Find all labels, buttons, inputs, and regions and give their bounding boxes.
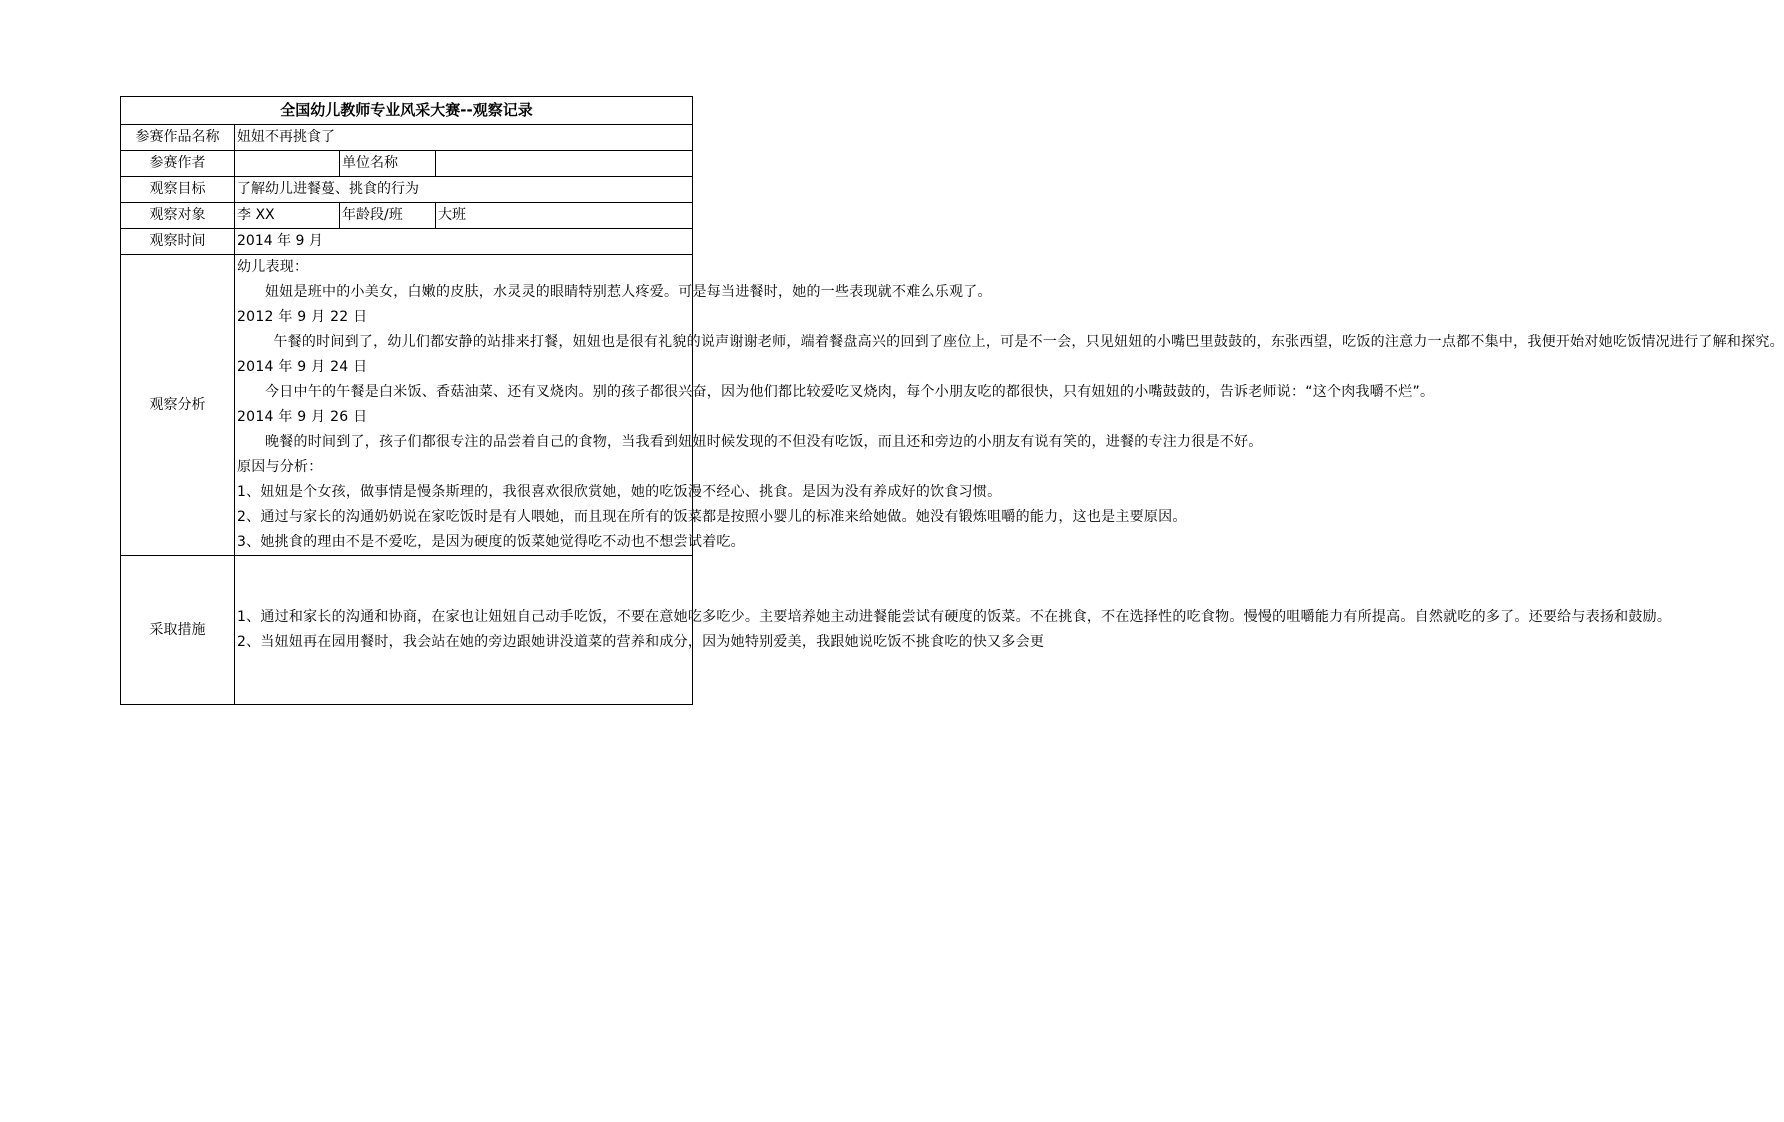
cause-heading: 原因与分析： [237, 459, 323, 475]
analysis-intro: 妞妞是班中的小美女，白嫩的皮肤，水灵灵的眼睛特别惹人疼爱。可是每当进餐时，她的一些表现就不难么乐观了。 [265, 284, 992, 300]
age-class-label: 年龄段/班 [340, 203, 436, 229]
work-name-value: 妞妞不再挑食了 [235, 125, 693, 151]
goal-label: 观察目标 [121, 177, 235, 203]
time-value: 2014 年 9 月 [235, 229, 693, 255]
analysis-heading: 幼儿表现： [237, 259, 309, 275]
measure-item-2: 2、当妞妞再在园用餐时，我会站在她的旁边跟她讲没道菜的营养和成分，因为她特别爱美，我跟她说吃饭不挑食吃的快又多会更 [237, 634, 1045, 650]
work-name-label: 参赛作品名称 [121, 125, 235, 151]
cause-item-1: 1、妞妞是个女孩，做事情是慢条斯理的，我很喜欢很欣赏她，她的吃饭漫不经心、挑食。是因为没有养成好的饮食习惯。 [237, 484, 1002, 500]
age-class-value: 大班 [436, 203, 693, 229]
observation-record-table [120, 96, 1784, 705]
author-label: 参赛作者 [121, 151, 235, 177]
cause-item-3: 3、她挑食的理由不是不爱吃，是因为硬度的饭菜她觉得吃不动也不想尝试着吃。 [237, 534, 745, 550]
analysis-date-2: 2014 年 9 月 24 日 [237, 359, 368, 375]
cause-item-2: 2、通过与家长的沟通奶奶说在家吃饭时是有人喂她，而且现在所有的饭菜都是按照小婴儿的标准来给她做。她没有锻炼咀嚼的能力，这也是主要原因。 [237, 509, 1187, 525]
unit-name-label: 单位名称 [340, 151, 436, 177]
measures-label: 采取措施 [121, 556, 235, 705]
analysis-entry-2: 今日中午的午餐是白米饭、香菇油菜、还有叉烧肉。别的孩子都很兴奋，因为他们都比较爱吃叉烧肉，每个小朋友吃的都很快，只有妞妞的小嘴鼓鼓的，告诉老师说：“这个肉我嚼不烂”。 [265, 384, 1435, 400]
time-label: 观察时间 [121, 229, 235, 255]
analysis-content [235, 255, 1784, 556]
author-value [235, 151, 340, 177]
analysis-entry-3: 晚餐的时间到了，孩子们都很专注的品尝着自己的食物，当我看到妞妞时候发现的不但没有吃饭，而且还和旁边的小朋友有说有笑的，进餐的专注力很是不好。 [265, 434, 1263, 450]
record-title: 全国幼儿教师专业风采大赛--观察记录 [121, 97, 693, 125]
subject-label: 观察对象 [121, 203, 235, 229]
unit-name-value [436, 151, 693, 177]
measures-content [235, 556, 1672, 705]
goal-value: 了解幼儿进餐蔓、挑食的行为 [235, 177, 693, 203]
analysis-label: 观察分析 [121, 255, 235, 556]
subject-value: 李 XX [235, 203, 340, 229]
analysis-entry-1: 午餐的时间到了，幼儿们都安静的站排来打餐，妞妞也是很有礼貌的说声谢谢老师，端着餐盘高兴的回到了座位上，可是不一会，只见妞妞的小嘴巴里鼓鼓的，东张西望，吃饭的注意力一点都不集中，我便开始对她吃饭情况进行了解和探究。 [273, 334, 1784, 350]
analysis-date-3: 2014 年 9 月 26 日 [237, 409, 368, 425]
measure-item-1: 1、通过和家长的沟通和协商，在家也让妞妞自己动手吃饭，不要在意她吃多吃少。主要培养她主动进餐能尝试有硬度的饭菜。不在挑食，不在选择性的吃食物。慢慢的咀嚼能力有所提高。自然就吃的多了。还要给与表扬和鼓励。 [237, 609, 1672, 625]
analysis-date-1: 2012 年 9 月 22 日 [237, 309, 368, 325]
